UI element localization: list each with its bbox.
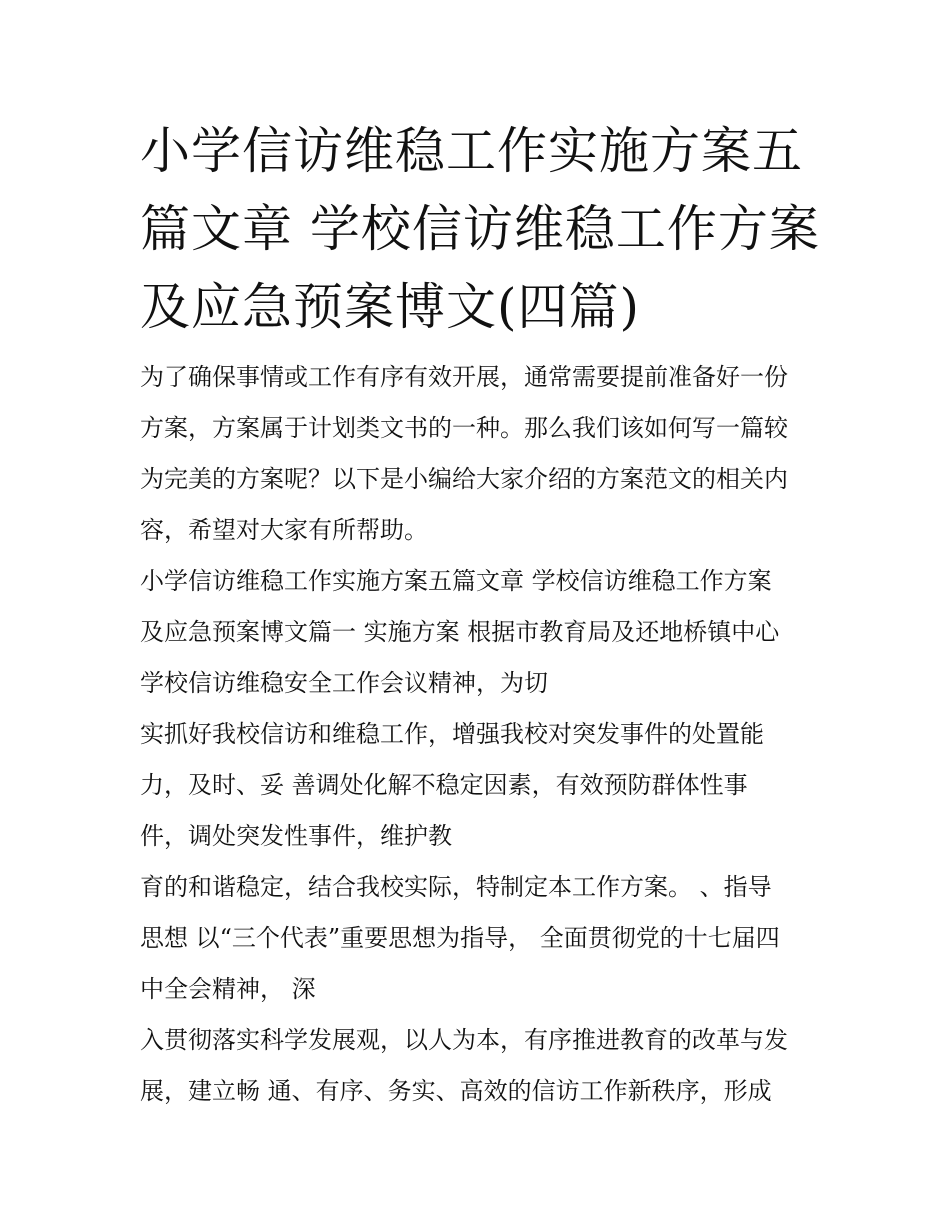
title-line: 及应急预案博文(四篇) xyxy=(140,278,641,336)
body-line: 入贯彻落实科学发展观，以人为本，有序推进教育的改革与发 xyxy=(140,1026,788,1054)
body-line: 实抓好我校信访和维稳工作，增强我校对突发事件的处置能 xyxy=(140,720,764,748)
title-line: 篇文章 学校信访维稳工作方案 xyxy=(140,200,820,258)
body-line: 小学信访维稳工作实施方案五篇文章 学校信访维稳工作方案 xyxy=(140,567,772,595)
body-line: 及应急预案博文篇一 实施方案 根据市教育局及还地桥镇中心 xyxy=(140,618,780,646)
body-line: 展，建立畅 通、有序、务实、高效的信访工作新秩序，形成 xyxy=(140,1077,772,1105)
body-line: 件，调处突发性事件，维护教 xyxy=(140,822,452,850)
body-line: 力，及时、妥 善调处化解不稳定因素，有效预防群体性事 xyxy=(140,771,748,799)
body-line: 育的和谐稳定，结合我校实际，特制定本工作方案。 、指导 xyxy=(140,873,772,901)
document-title xyxy=(140,112,820,346)
document-body xyxy=(140,352,830,1117)
title-line: 小学信访维稳工作实施方案五 xyxy=(140,122,803,180)
body-line: 为了确保事情或工作有序有效开展，通常需要提前准备好一份 xyxy=(140,363,788,391)
body-line: 思想 以“三个代表”重要思想为指导， 全面贯彻党的十七届四 xyxy=(140,924,780,952)
body-line: 为完美的方案呢？以下是小编给大家介绍的方案范文的相关内 xyxy=(140,465,788,493)
body-line: 中全会精神， 深 xyxy=(140,975,316,1003)
body-line: 学校信访维稳安全工作会议精神，为切 xyxy=(140,669,548,697)
body-line: 方案，方案属于计划类文书的一种。那么我们该如何写一篇较 xyxy=(140,414,788,442)
body-line: 容，希望对大家有所帮助。 xyxy=(140,516,428,544)
